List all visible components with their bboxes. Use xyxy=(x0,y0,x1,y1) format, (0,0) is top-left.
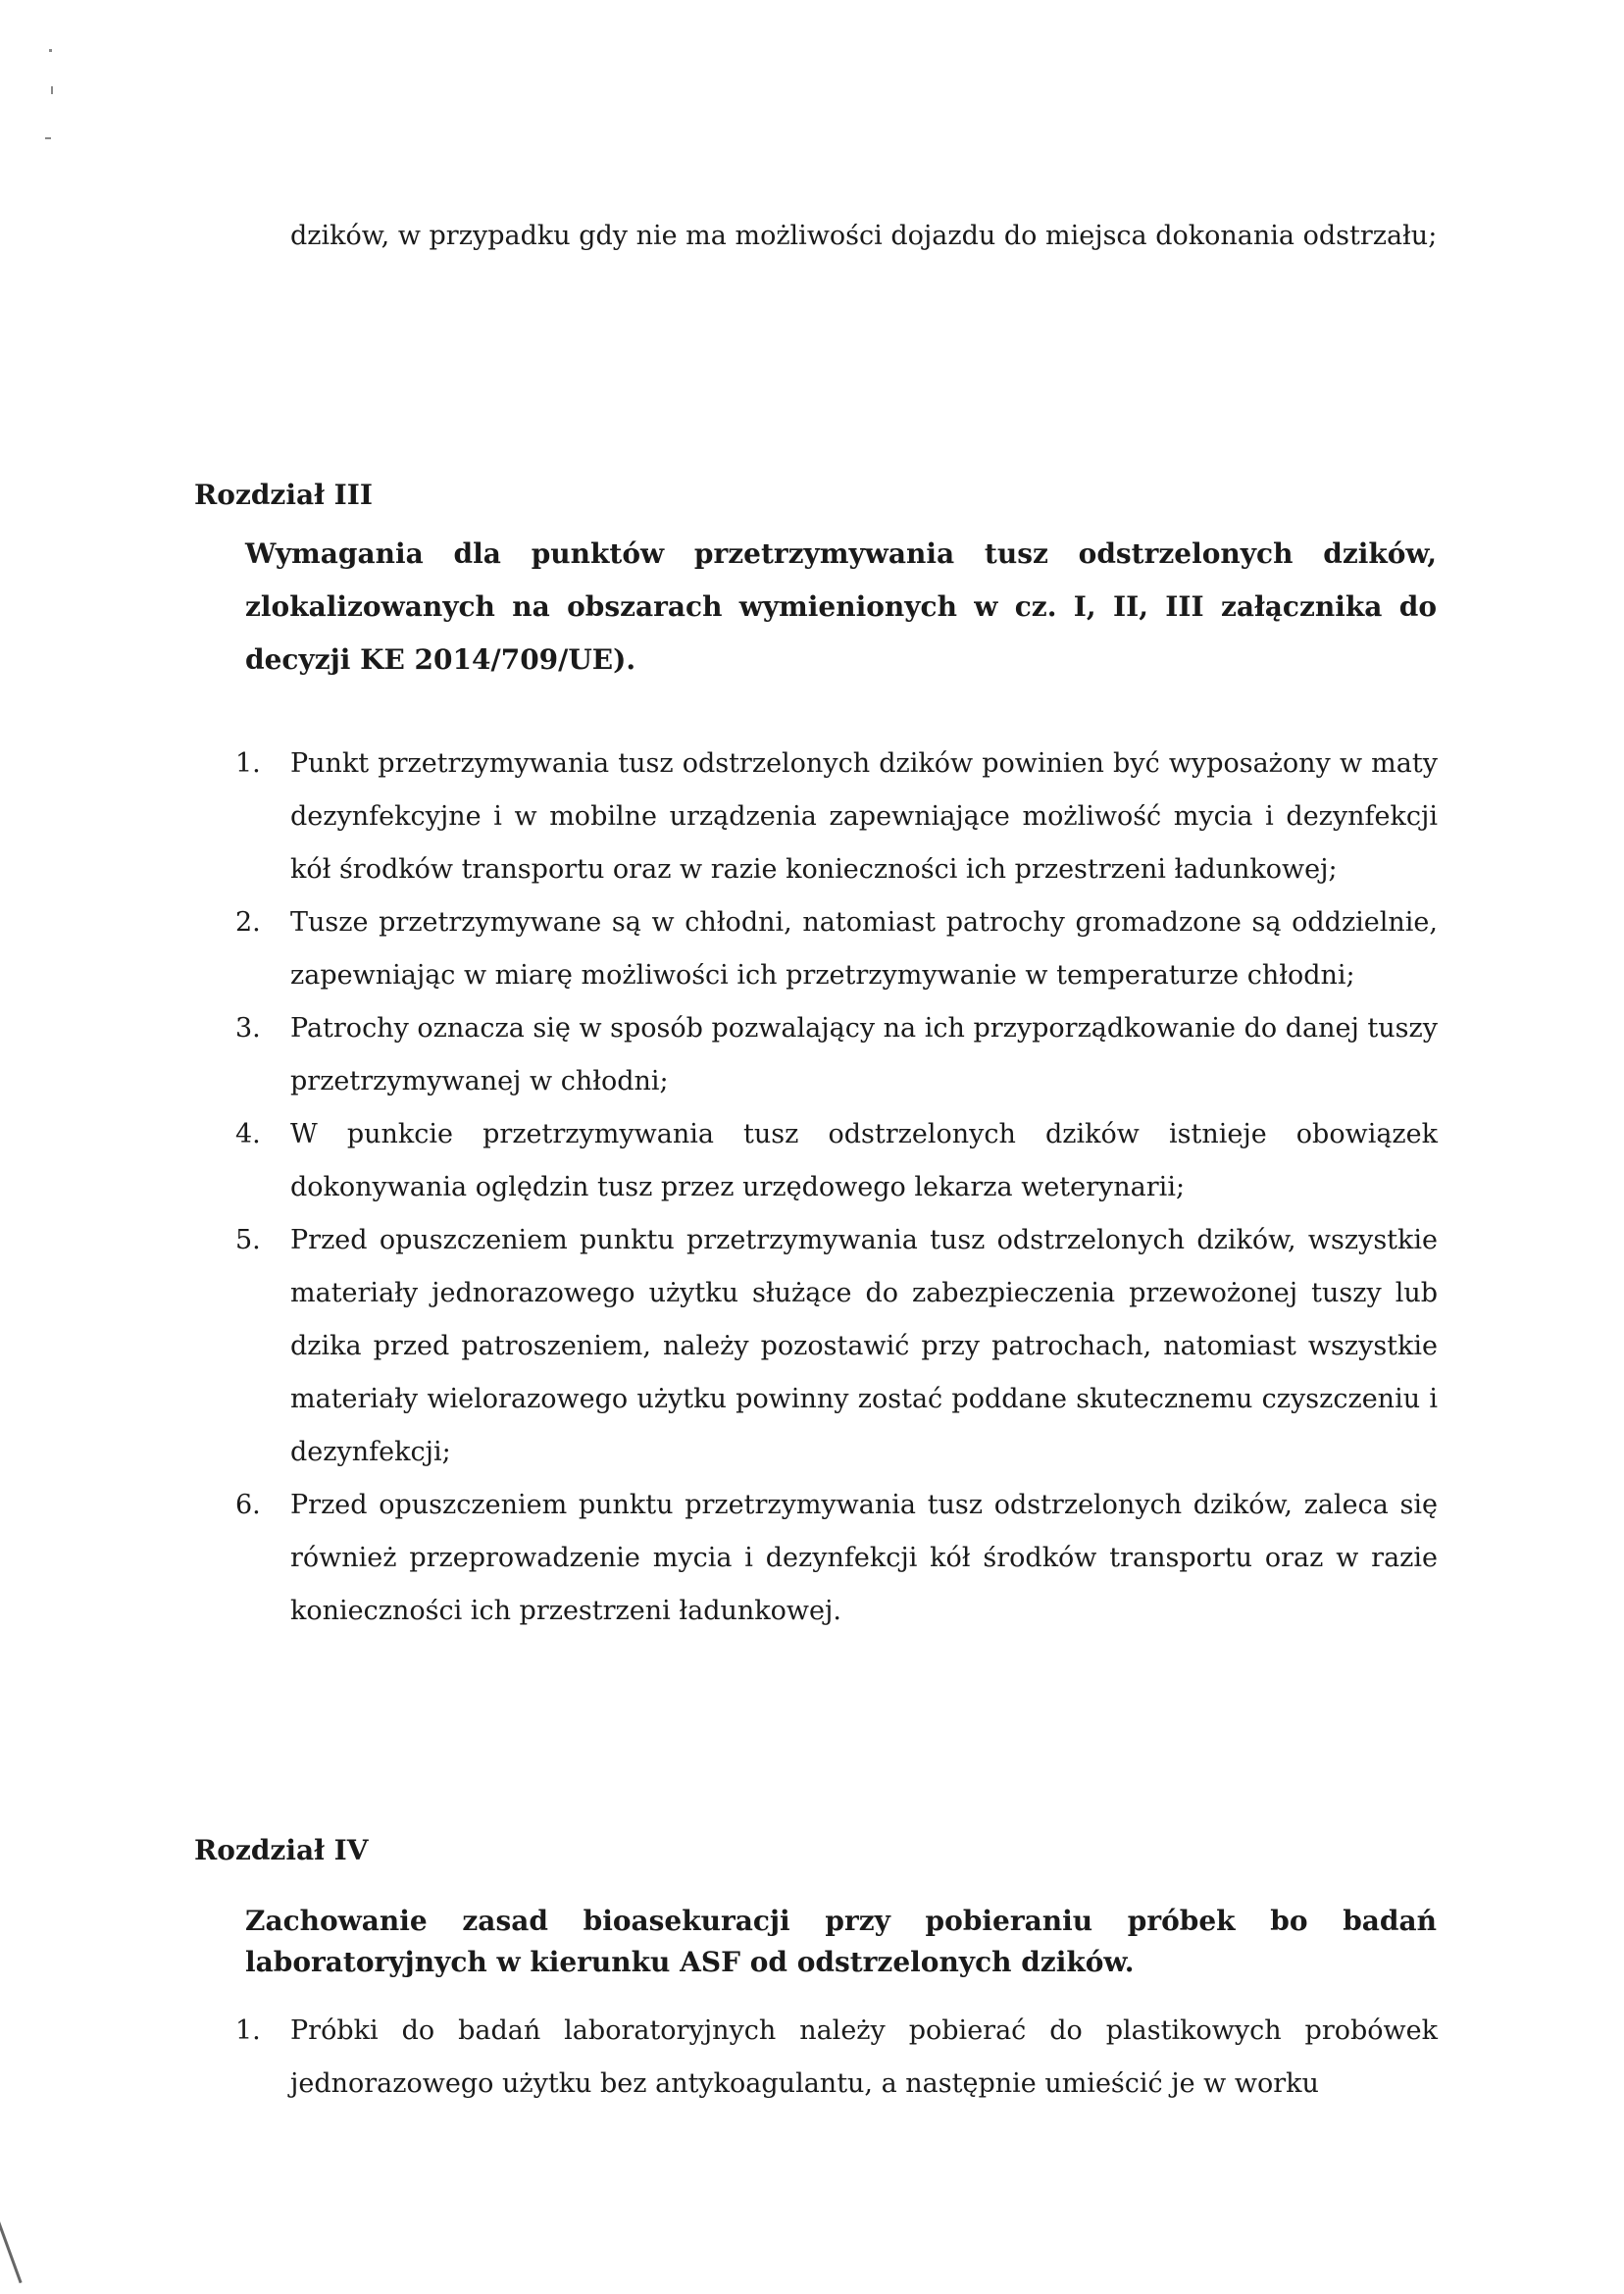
chapter-heading: Zachowanie zasad bioasekuracji przy pobieraniu próbek bo badań laboratoryjnych w kierunku ASF od odstrzelonych dzików. xyxy=(245,1905,1437,1978)
scan-mark xyxy=(51,86,53,94)
item-number: 4. xyxy=(235,1119,261,1149)
item-text: Przed opuszczeniem punktu przetrzymywania tusz odstrzelonych dzików, zaleca się również przeprowadzenie mycia i dezynfekcji kół środków transportu oraz w razie konieczności ich przestrzeni ładunkowej. xyxy=(290,1490,1438,1626)
chapter4-list xyxy=(235,2005,1438,2111)
scan-mark xyxy=(0,2209,23,2283)
item-number: 3. xyxy=(235,1013,261,1044)
list-item xyxy=(235,738,1438,896)
scan-mark xyxy=(45,137,51,139)
chapter-title: Rozdział III xyxy=(194,479,373,511)
list-item xyxy=(235,1002,1438,1108)
list-item xyxy=(235,1214,1438,1479)
item-number: 5. xyxy=(235,1225,261,1255)
scan-mark xyxy=(49,49,52,52)
item-number: 1. xyxy=(235,2015,261,2046)
item-number: 1. xyxy=(235,748,261,779)
list-item xyxy=(235,896,1438,1002)
item-text: Przed opuszczeniem punktu przetrzymywania tusz odstrzelonych dzików, wszystkie materiały jednorazowego użytku służące do zabezpieczenia przewożonej tuszy lub dzika przed patroszeniem, należy pozostawić przy patrochach, natomiast wszystkie materiały wielorazowego użytku powinny zostać poddane skutecznemu czyszczeniu i dezynfekcji; xyxy=(290,1225,1438,1467)
chapter3-list xyxy=(235,738,1438,1638)
item-text: Patrochy oznacza się w sposób pozwalający na ich przyporządkowanie do danej tuszy przetrzymywanej w chłodni; xyxy=(290,1013,1438,1096)
item-number: 2. xyxy=(235,907,261,938)
chapter-title: Rozdział IV xyxy=(194,1834,369,1866)
item-text: W punkcie przetrzymywania tusz odstrzelonych dzików istnieje obowiązek dokonywania oględzin tusz przez urzędowego lekarza weterynarii; xyxy=(290,1119,1438,1202)
list-item xyxy=(235,2005,1438,2111)
item-text: Tusze przetrzymywane są w chłodni, natomiast patrochy gromadzone są oddzielnie, zapewniając w miarę możliwości ich przetrzymywanie w temperaturze chłodni; xyxy=(290,907,1438,991)
item-text: Punkt przetrzymywania tusz odstrzelonych dzików powinien być wyposażony w maty dezynfekcyjne i w mobilne urządzenia zapewniające możliwość mycia i dezynfekcji kół środków transportu oraz w razie konieczności ich przestrzeni ładunkowej; xyxy=(290,748,1438,885)
continuation-text: dzików, w przypadku gdy nie ma możliwości dojazdu do miejsca dokonania odstrzału; xyxy=(290,221,1438,251)
list-item xyxy=(235,1479,1438,1638)
chapter-heading: Wymagania dla punktów przetrzymywania tusz odstrzelonych dzików, zlokalizowanych na obszarach wymienionych w cz. I, II, III załącznika do decyzji KE 2014/709/UE). xyxy=(245,537,1437,676)
item-text: Próbki do badań laboratoryjnych należy pobierać do plastikowych probówek jednorazowego użytku bez antykoagulantu, a następnie umieścić je w worku xyxy=(290,2015,1438,2099)
list-item xyxy=(235,1108,1438,1214)
item-number: 6. xyxy=(235,1490,261,1520)
